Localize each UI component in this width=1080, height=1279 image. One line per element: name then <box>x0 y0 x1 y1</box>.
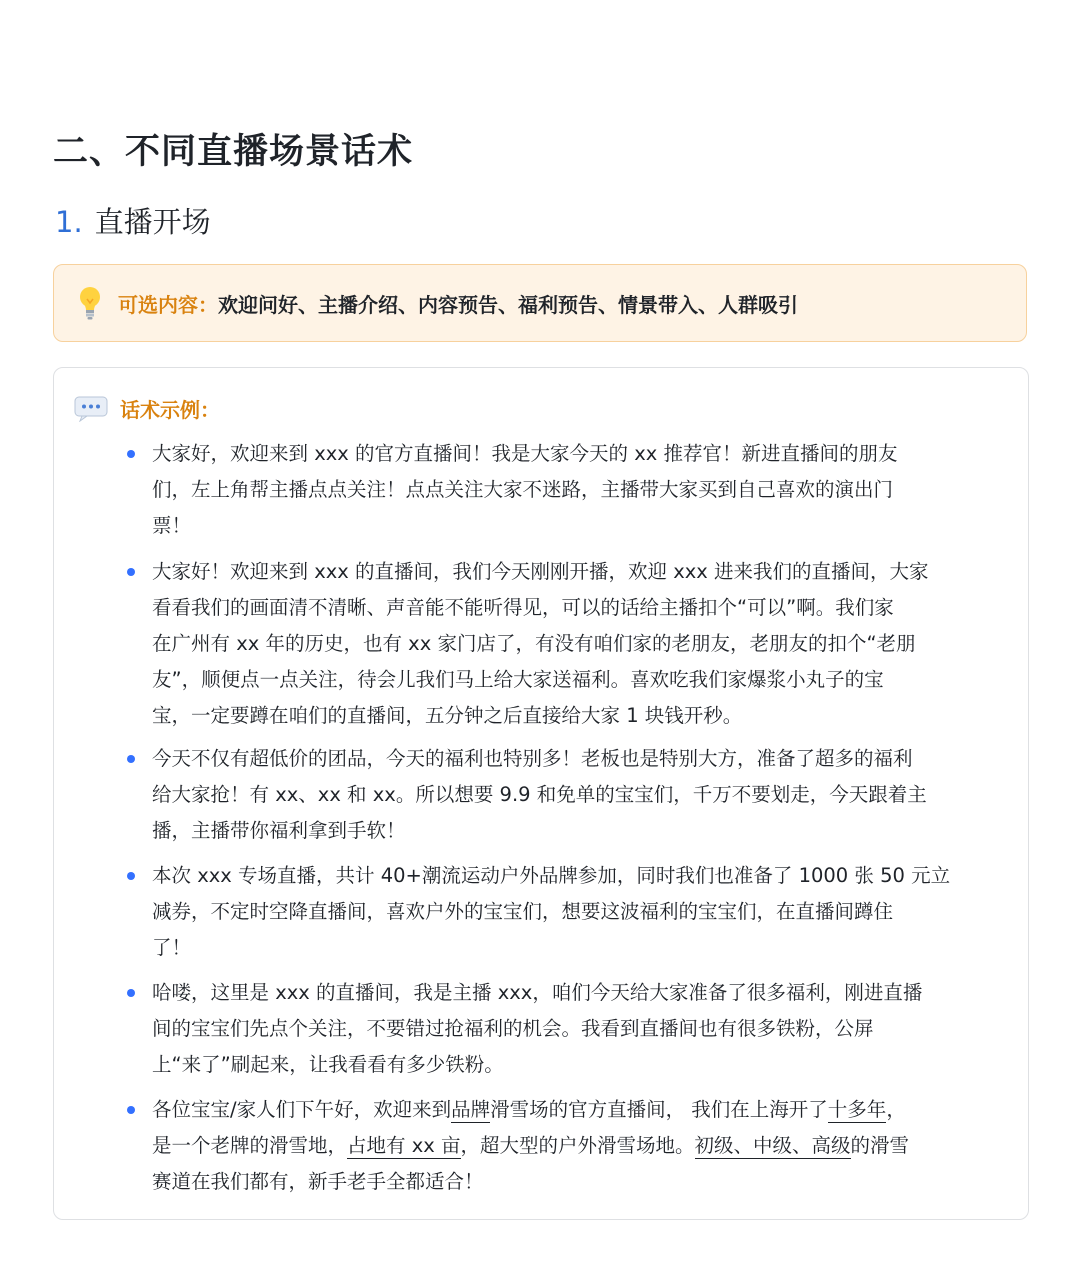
examples-card <box>53 367 1029 1220</box>
list-item <box>152 436 1014 544</box>
bullet-icon <box>127 450 135 458</box>
underlined-text: 品牌 <box>451 1098 491 1121</box>
text-segment: 是一个老牌的滑雪地， <box>152 1134 348 1157</box>
list-item-line: 了！ <box>152 936 192 959</box>
list-item <box>152 741 1014 849</box>
list-item-line: 在广州有 xx 年的历史，也有 xx 家门店了，有没有咱们家的老朋友，老朋友的扣个“老朋 <box>152 632 916 655</box>
underlined-text: 初级、中级、高级 <box>694 1134 851 1157</box>
text-segment: 滑雪场的官方直播间， 我们在上海开了 <box>490 1098 828 1121</box>
speech-bubble-icon <box>74 396 108 422</box>
bullet-icon <box>127 568 135 576</box>
list-item <box>152 975 1014 1083</box>
list-item-line: 票！ <box>152 514 192 537</box>
text-segment: 的滑雪 <box>850 1134 910 1157</box>
list-item-line: 友”，顺便点一点关注，待会儿我们马上给大家送福利。喜欢吃我们家爆浆小丸子的宝 <box>152 668 884 691</box>
list-item <box>152 1092 1014 1200</box>
list-item-line: 上“来了”刷起来，让我看看有多少铁粉。 <box>152 1053 504 1076</box>
callout-label: 可选内容： <box>118 292 218 317</box>
list-item-line <box>152 1092 1014 1128</box>
lightbulb-icon <box>76 285 104 321</box>
bullet-icon <box>127 989 135 997</box>
bullet-icon <box>127 1106 135 1114</box>
list-item-line <box>152 1128 1014 1164</box>
list-item-line: 赛道在我们都有，新手老手全都适合！ <box>152 1170 484 1193</box>
list-item-line: 们，左上角帮主播点点关注！点点关注大家不迷路，主播带大家买到自己喜欢的演出门 <box>152 478 894 501</box>
text-segment: ， <box>886 1098 906 1121</box>
list-item <box>152 554 1014 734</box>
list-item-line: 大家好，欢迎来到 xxx 的官方直播间！我是大家今天的 xx 推荐官！新进直播间的朋友 <box>152 442 898 465</box>
list-item-line: 宝，一定要蹲在咱们的直播间，五分钟之后直接给大家 1 块钱开秒。 <box>152 704 743 727</box>
list-item-line: 看看我们的画面清不清晰、声音能不能听得见，可以的话给主播扣个“可以”啊。我们家 <box>152 596 894 619</box>
list-item-line: 今天不仅有超低价的团品，今天的福利也特别多！老板也是特别大方，准备了超多的福利 <box>152 747 913 770</box>
text-segment: ，超大型的户外滑雪场地。 <box>460 1134 695 1157</box>
list-item-line: 本次 xxx 专场直播，共计 40+潮流运动户外品牌参加，同时我们也准备了 1000 张 50 元立 <box>152 864 951 887</box>
list-item-line: 减券，不定时空降直播间，喜欢户外的宝宝们，想要这波福利的宝宝们，在直播间蹲住 <box>152 900 894 923</box>
bullet-icon <box>127 872 135 880</box>
text-segment: 各位宝宝/家人们下午好，欢迎来到 <box>152 1098 452 1121</box>
subsection-title: 直播开场 <box>94 205 211 239</box>
list-item-line: 大家好！欢迎来到 xxx 的直播间，我们今天刚刚开播，欢迎 xxx 进来我们的直播间，大家 <box>152 560 929 583</box>
bullet-icon <box>127 755 135 763</box>
subsection-heading <box>55 200 211 241</box>
underlined-text: 占地有 xx 亩 <box>347 1134 461 1157</box>
optional-content-callout <box>53 264 1027 342</box>
list-item-line: 播，主播带你福利拿到手软！ <box>152 819 406 842</box>
examples-header <box>74 394 220 423</box>
underlined-text: 十多年 <box>827 1098 887 1121</box>
section-title: 二、不同直播场景话术 <box>53 132 414 172</box>
list-item <box>152 858 1014 966</box>
list-item-line: 哈喽，这里是 xxx 的直播间，我是主播 xxx，咱们今天给大家准备了很多福利，刚进直播 <box>152 981 923 1004</box>
callout-text: 欢迎问好、主播介绍、内容预告、福利预告、情景带入、人群吸引 <box>218 292 798 317</box>
examples-label: 话术示例： <box>120 398 220 422</box>
list-item-line: 间的宝宝们先点个关注，不要错过抢福利的机会。我看到直播间也有很多铁粉，公屏 <box>152 1017 874 1040</box>
subsection-number: 1. <box>55 205 83 239</box>
list-item-line: 给大家抢！有 xx、xx 和 xx。所以想要 9.9 和免单的宝宝们，千万不要划走，今天跟着主 <box>152 783 927 806</box>
